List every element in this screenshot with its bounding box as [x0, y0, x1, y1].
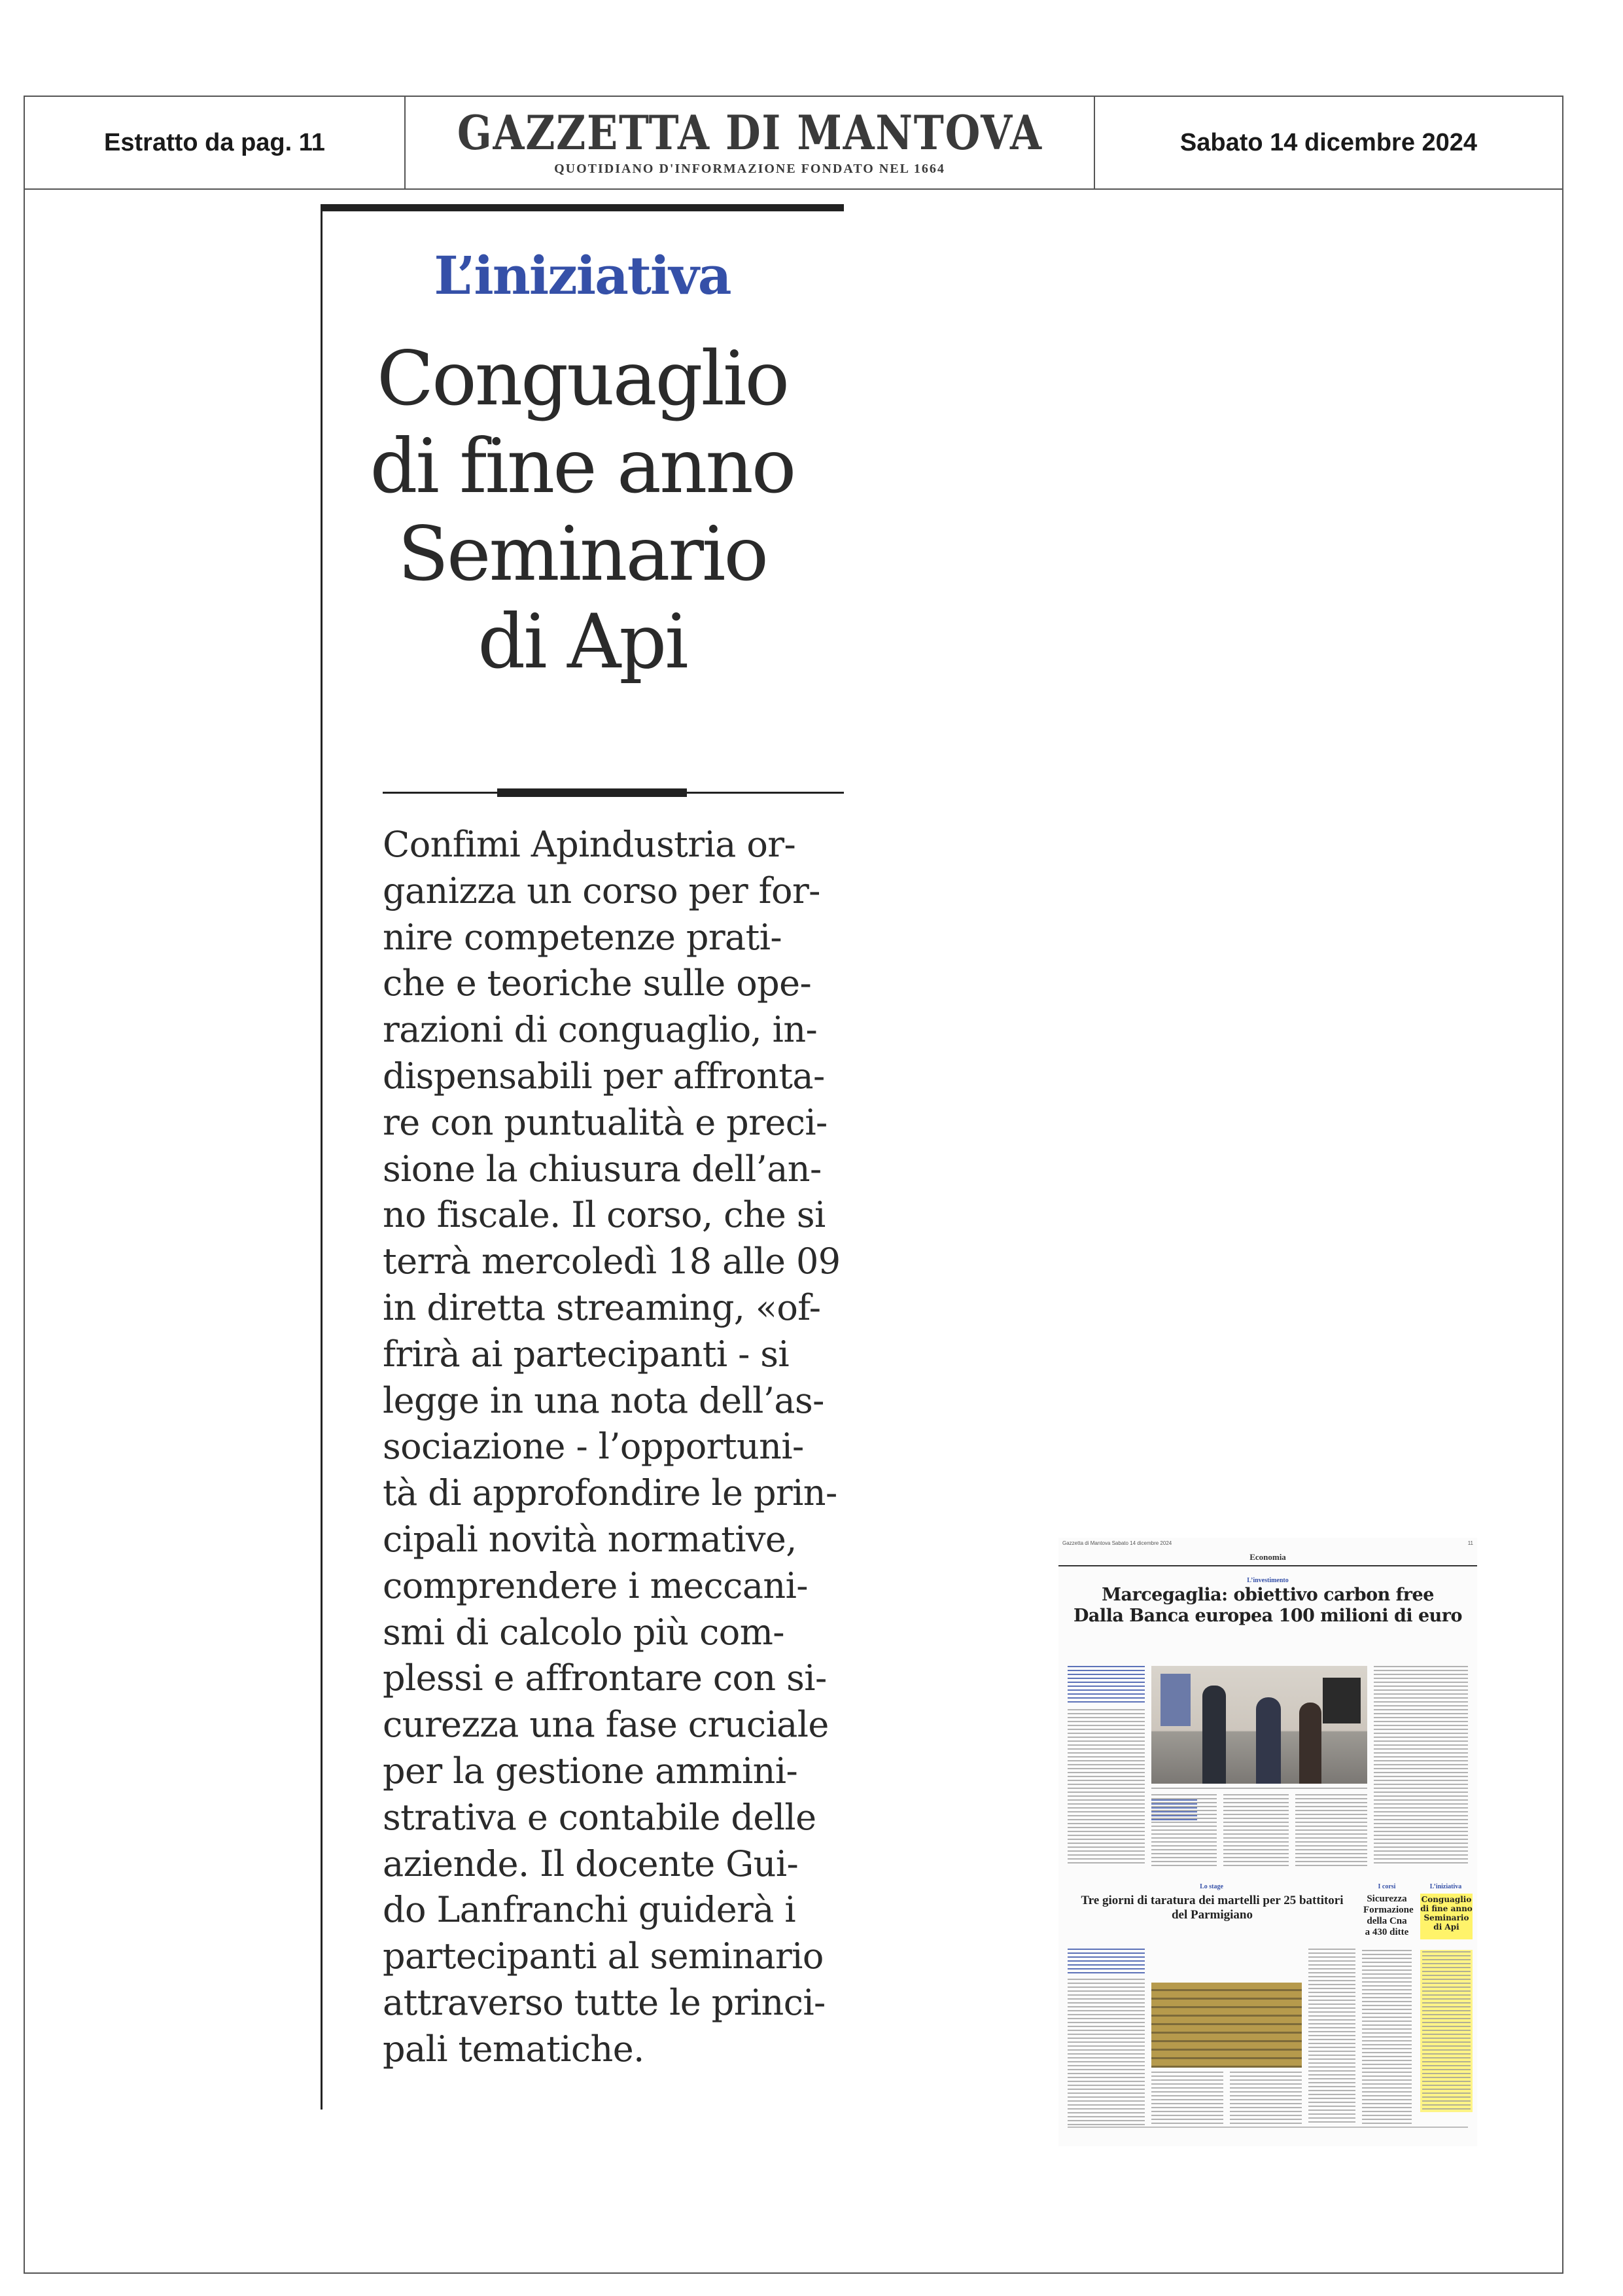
article-body-line: partecipanti al seminario — [383, 1935, 824, 1977]
photo-person — [1299, 1703, 1321, 1784]
box-kicker: L’iniziativa — [1429, 1883, 1462, 1890]
article-top-rule — [321, 204, 844, 211]
stage-text-column — [1308, 1949, 1355, 2125]
article-body-line: nire competenze prati- — [383, 916, 782, 958]
thumbnail-top-bar — [1058, 1538, 1477, 1551]
headline-line: di Api — [478, 598, 687, 685]
stage-headline: Tre giorni di taratura dei martelli per 25 battitori del Parmigiano — [1081, 1894, 1344, 1922]
thumbnail-quote — [1151, 1799, 1197, 1823]
article-body-line: dispensabili per affronta- — [383, 1055, 825, 1097]
newspaper-masthead — [406, 97, 1095, 188]
stage-text-column — [1068, 1979, 1145, 2125]
article-body-line: tà di approfondire le prin- — [383, 1472, 837, 1514]
photo-flag — [1161, 1674, 1191, 1726]
stage-kicker: Lo stage — [1200, 1883, 1223, 1890]
headline-line: Conguaglio — [376, 335, 788, 422]
article-body-line: che e teoriche sulle ope- — [383, 963, 812, 1004]
article-body-line: sione la chiusura dell’an- — [383, 1148, 822, 1190]
article-kicker: L’iniziativa — [434, 245, 731, 306]
thumbnail-headline — [1065, 1585, 1471, 1627]
thumbnail-headline-line: Marcegaglia: obiettivo carbon free — [1102, 1585, 1434, 1605]
headline-line: di fine anno — [370, 423, 795, 510]
page-thumbnail — [1058, 1538, 1477, 2146]
clipping-header — [24, 96, 1563, 190]
thumbnail-page-number: 11 — [1467, 1540, 1473, 1546]
thumbnail-text-column — [1374, 1666, 1468, 1866]
stage-photo — [1151, 1983, 1302, 2068]
thumbnail-headline-line: Dalla Banca europea 100 milioni di euro — [1073, 1606, 1463, 1626]
article-body-line: pali tematiche. — [383, 2028, 644, 2070]
article-body-line: re con puntualità e preci- — [383, 1101, 828, 1143]
article-body-line: Confimi Apindustria or- — [383, 824, 796, 865]
corsi-headline: Sicurezza Formazione della Cna a 430 ditte — [1363, 1894, 1414, 1937]
article-body-line: comprendere i meccani- — [383, 1564, 808, 1606]
photo-painting — [1323, 1678, 1361, 1723]
stage-text-column — [1151, 2072, 1223, 2125]
photo-person — [1202, 1686, 1226, 1784]
masthead-subtitle: QUOTIDIANO D'INFORMAZIONE FONDATO NEL 1664 — [554, 161, 945, 176]
article-body-line: no fiscale. Il corso, che si — [383, 1194, 826, 1236]
article-body-line: ganizza un corso per for- — [383, 870, 820, 911]
article-body-line: sociazione - l’opportuni- — [383, 1426, 804, 1468]
thumbnail-text-column — [1295, 1794, 1367, 1866]
article-body-line: do Lanfranchi guiderà i — [383, 1889, 796, 1931]
corsi-kicker: I corsi — [1378, 1883, 1396, 1890]
box-headline: Conguaglio di fine anno Seminario di Api — [1420, 1895, 1473, 1932]
excerpt-label: Estratto da pag. 11 — [25, 97, 406, 188]
publication-date: Sabato 14 dicembre 2024 — [1179, 128, 1478, 156]
thumbnail-caption — [1151, 1788, 1367, 1790]
article-body-line: razioni di conguaglio, in- — [383, 1009, 818, 1051]
article-body-line: frirà ai partecipanti - si — [383, 1333, 790, 1375]
corsi-text-column — [1362, 1950, 1412, 2125]
article-body-line: in diretta streaming, «of- — [383, 1286, 821, 1328]
headline-line: Seminario — [397, 510, 767, 597]
photo-person — [1256, 1697, 1281, 1784]
article-body-line: curezza una fase cruciale — [383, 1704, 829, 1746]
article-body-line: cipali novità normative, — [383, 1518, 797, 1560]
article-body-line: legge in una nota dell’as- — [383, 1379, 824, 1421]
article-body-line: attraverso tutte le princi- — [383, 1981, 826, 2023]
separator-bar — [497, 788, 687, 797]
article-body-line: smi di calcolo più com- — [383, 1611, 784, 1653]
stage-text-column — [1230, 2072, 1302, 2125]
article-body-line: plessi e affrontare con si- — [383, 1657, 827, 1699]
article-body-line: terrà mercoledì 18 alle 09 — [383, 1241, 841, 1282]
article-body-line: strativa e contabile delle — [383, 1796, 816, 1838]
thumbnail-kicker: L’investimento — [1247, 1577, 1289, 1584]
article-body-line: per la gestione ammini- — [383, 1750, 798, 1792]
thumbnail-photo — [1151, 1666, 1367, 1784]
article-headline — [321, 335, 844, 686]
thumbnail-folio: Gazzetta di Mantova Sabato 14 dicembre 2024 — [1062, 1540, 1172, 1546]
article — [321, 204, 844, 2110]
thumbnail-section: Economia — [1058, 1552, 1477, 1566]
article-body-line: aziende. Il docente Gui- — [383, 1843, 799, 1884]
box-text-column — [1422, 1951, 1471, 2111]
article-body — [383, 822, 844, 2073]
thumbnail-text-column — [1223, 1794, 1289, 1866]
stage-summary — [1068, 1949, 1145, 1975]
thumbnail-summary — [1068, 1666, 1145, 1705]
thumbnail-bottom-rule — [1068, 2127, 1468, 2128]
thumbnail-text-column — [1068, 1709, 1145, 1866]
masthead-title: GAZZETTA DI MANTOVA — [457, 104, 1043, 160]
